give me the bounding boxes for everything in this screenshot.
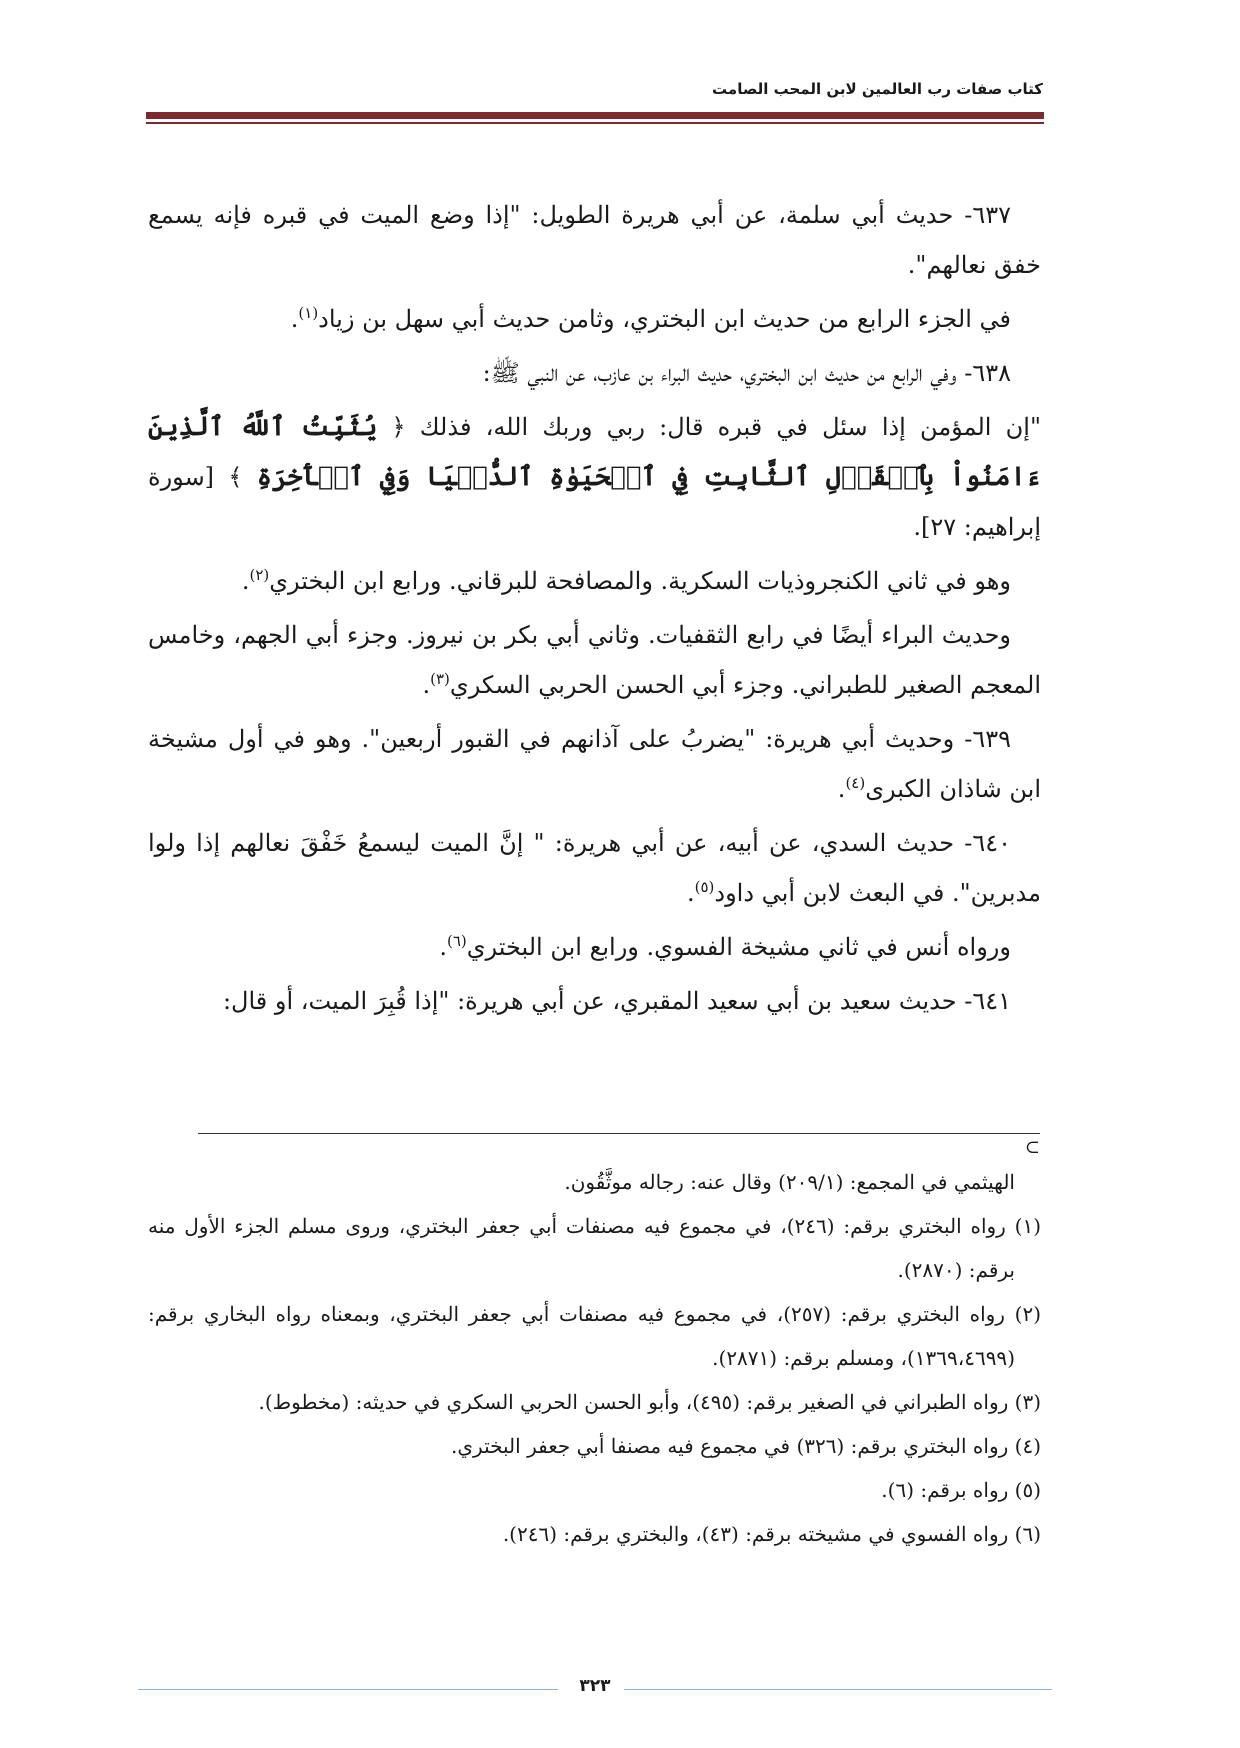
footnote-ref-6[interactable]: (٦) — [446, 932, 467, 950]
paragraph-source-637 — [148, 294, 1041, 344]
header-rule-thick — [146, 112, 1044, 119]
footnote-continuation-mark: ⊃ — [1024, 1137, 1040, 1158]
footnote-3: (٣) رواه الطبراني في الصغير برقم: (٤٩٥)، وأبو الحسن الحربي السكري في حديثه: (مخطوط). — [258, 1390, 1041, 1414]
period: . — [686, 879, 695, 907]
footnote-1: (١) رواه البختري برقم: (٢٤٦)، في مجموع فيه مصنفات أبي جعفر البختري، وروى مسلم الجزء الأول منه برقم: (٢٨٧٠). — [148, 1214, 1041, 1282]
footnote-2: (٢) رواه البختري برقم: (٢٥٧)، في مجموع فيه مصنفات أبي جعفر البختري، وبمعناه رواه البخاري برقم: (١٣٦٩،٤٦٩٩)، ومسلم برقم: (٢٨٧١). — [148, 1302, 1041, 1370]
footnote-ref-2[interactable]: (٢) — [249, 566, 270, 584]
page-number: ٣٢٣ — [579, 1676, 611, 1696]
footnote-4: (٤) رواه البختري برقم: (٣٢٦) في مجموع فيه مصنفا أبي جعفر البختري. — [451, 1434, 1041, 1458]
header-rule-thin — [146, 122, 1044, 124]
footnotes — [148, 1160, 1041, 1556]
hadith-639 — [148, 714, 1041, 814]
period: . — [290, 305, 299, 333]
period: . — [241, 567, 250, 595]
quote-text-end: ﴾ [سورة إبراهيم: ٢٧]. — [148, 463, 1041, 541]
paragraph-text: ٦٤٠- حديث السدي، عن أبيه، عن أبي هريرة: " إنَّ الميت ليسمعُ خَفْقَ نعالهم إذا ولوا مدبرين". في البعث لابن أبي داود — [148, 829, 1041, 907]
hadith-637: ٦٣٧- حديث أبي سلمة، عن أبي هريرة الطويل: "إذا وضع الميت في قبره فإنه يسمع خفق نعالهم". — [148, 201, 1041, 279]
footnote-ref-1[interactable]: (١) — [298, 304, 319, 322]
quran-verse: يُثَبِّتُ ٱللَّهُ ٱلَّذِينَ ءَامَنُواْ بِٱلۡقَوۡلِ ٱلثَّابِتِ فِي ٱلۡحَيَوٰةِ ٱلدُّنۡيَا وَفِي ٱلۡأٓخِرَةِ — [148, 412, 1041, 492]
paragraph-text: ٦٣٩- وحديث أبي هريرة: "يضربُ على آذانهم في القبور أربعين". وهو في أول مشيخة ابن شاذان الكبرى — [148, 725, 1041, 803]
paragraph-bara — [148, 610, 1041, 710]
footnote-6: (٦) رواه الفسوي في مشيخته برقم: (٤٣)، والبختري برقم: (٢٤٦). — [502, 1522, 1041, 1546]
period: . — [422, 671, 431, 699]
hadith-641: ٦٤١- حديث سعيد بن أبي سعيد المقبري، عن أبي هريرة: "إذا قُبِرَ الميت، أو قال: — [222, 987, 1011, 1015]
paragraph-text: وهو في ثاني الكنجروذيات السكرية. والمصافحة للبرقاني. ورابع ابن البختري — [269, 567, 1011, 595]
main-text — [148, 190, 1041, 1030]
period: . — [837, 775, 846, 803]
hadith-640 — [148, 818, 1041, 918]
paragraph-text: في الجزء الرابع من حديث ابن البختري، وثامن حديث أبي سهل بن زياد — [318, 305, 1011, 333]
period: . — [439, 933, 447, 961]
footnote-5: (٥) رواه برقم: (٦). — [881, 1478, 1041, 1502]
footnote-ref-4[interactable]: (٤) — [845, 774, 866, 792]
paragraph-anas — [148, 922, 1041, 972]
paragraph-text: وحديث البراء أيضًا في رابع الثقفيات. وثاني أبي بكر بن نيروز. وجزء أبي الجهم، وخامس المعجم الصغير للطبراني. وجزء أبي الحسن الحربي السكري — [148, 621, 1041, 699]
footnote-ref-5[interactable]: (٥) — [694, 878, 715, 896]
hadith-638: ٦٣٨- وفي الرابع من حديث ابن البختري، حديث البراء بن عازب، عن النبي ﷺ: — [482, 359, 1011, 387]
footnote-continuation: الهيثمي في المجمع: (٢٠٩/١) وقال عنه: رجاله موثَّقُون. — [564, 1170, 1015, 1194]
hadith-638-quote — [148, 402, 1041, 552]
running-title: كتاب صفات رب العالمين لابن المحب الصامت — [712, 80, 1043, 98]
paragraph-text: ورواه أنس في ثاني مشيخة الفسوي. ورابع ابن البختري — [466, 933, 1011, 961]
paragraph-source-638 — [148, 556, 1041, 606]
quote-text: "إن المؤمن إذا سئل في قبره قال: ربي وربك الله، فذلك ﴿ — [391, 413, 1041, 441]
footnote-separator — [198, 1133, 1040, 1134]
footnote-ref-3[interactable]: (٣) — [430, 670, 450, 688]
